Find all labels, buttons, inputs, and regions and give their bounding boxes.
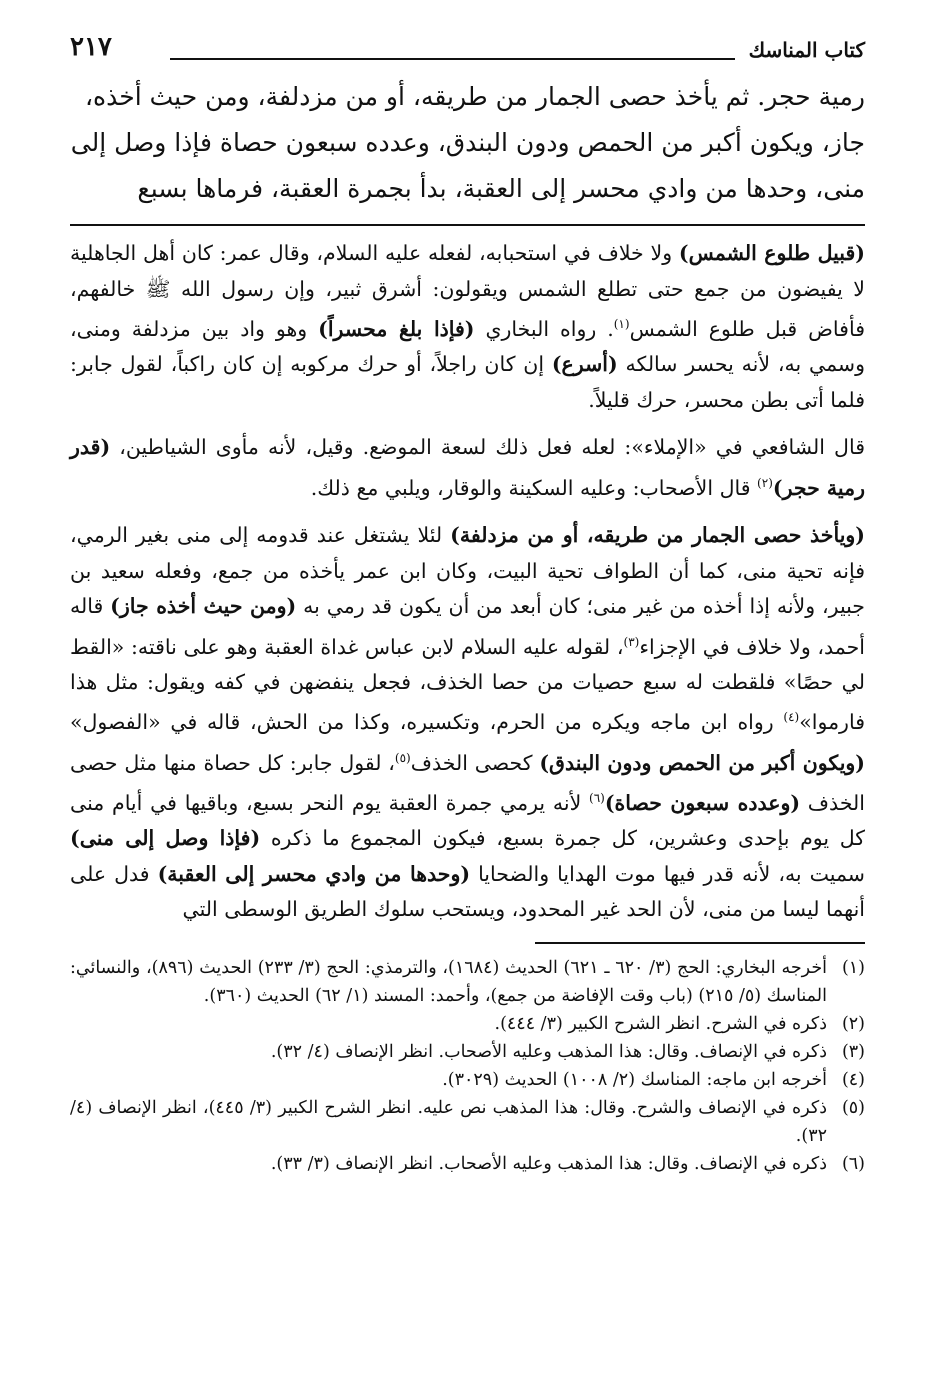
quoted-matn: (أسرع) [551, 352, 618, 377]
footnote-text: ذكره في الإنصاف والشرح. وقال: هذا المذهب نص عليه. انظر الشرح الكبير (٣/ ٤٤٥)، انظر الإنصاف (٤/ ٣٢). [70, 1097, 827, 1146]
commentary-text: قاله أحمد، ولا خلاف في الإجزاء [70, 594, 866, 659]
footnotes [70, 954, 865, 1178]
footnote [70, 1150, 865, 1178]
page-number: ٢١٧ [70, 32, 112, 62]
commentary-paragraph [70, 430, 865, 506]
quoted-matn: (فإذا وصل إلى منى) [70, 826, 261, 851]
footnote-number: (٤) [841, 1069, 865, 1090]
commentary-paragraph [70, 518, 865, 928]
footnote-number: (٢) [841, 1013, 865, 1034]
footnote [70, 1094, 865, 1150]
book-page [70, 28, 865, 1178]
quoted-matn: (وعدده سبعون حصاة) [604, 790, 801, 815]
footnote-text: أخرجه البخاري: الحج (٣/ ٦٢٠ ـ ٦٢١) الحديث (١٦٨٤)، والترمذي: الحج (٣/ ٢٣٣) الحديث (٨٩٦)، والنسائي: المناسك (٥/ ٢١٥) (باب وقت الإفاضة من جمع)، وأحمد: المسند (١/ ٦٢) الحديث (٣٦٠). [70, 957, 828, 1006]
commentary-text: إن كان راجلاً، أو حرك مركوبه إن كان راكباً، لقول جابر: فلما أتى بطن محسر، حرك قليلاً. [70, 352, 865, 412]
footnote-text: ذكره في الإنصاف. وقال: هذا المذهب وعليه الأصحاب. انظر الإنصاف (٣/ ٣٣). [270, 1153, 827, 1174]
main-text-line: رمية حجر. ثم يأخذ حصى الجمار من طريقه، أو من مزدلفة، ومن حيث أخذه، [84, 82, 865, 111]
commentary-text: سميت به، لأنه قدر فيها موت الهدايا والضحايا [470, 861, 865, 886]
footnote [70, 1038, 865, 1066]
commentary-text: ، لقول جابر: كل حصاة منها مثل حصى الخذف [70, 750, 865, 815]
header-rule [170, 58, 735, 60]
footnote-ref[interactable]: (١) [613, 317, 630, 331]
main-text-line: جاز، ويكون أكبر من الحمص ودون البندق، وعدده سبعون حصاة فإذا وصل إلى [70, 128, 865, 157]
quoted-matn: (فإذا بلغ محسراً) [318, 316, 475, 341]
commentary-text: لئلا يشتغل عند قدومه إلى منى بغير الرمي، فإنه تحية منى، كما أن الطواف تحية البيت، وكان ابن عمر يأخذه من جمع، وفعله سعيد بن جبير، ولأنه إذا أخذه من غير منى؛ كان أبعد من أن يكون قد رمي به [70, 523, 865, 619]
footnote-ref[interactable]: (٤) [783, 710, 800, 725]
commentary-text: ، لقوله عليه السلام لابن عباس غداة العقبة وهو على ناقته: «القط لي حصًا» فلقطت له سبع حصيات من حصا الخذف، فجعل ينفضهن في كفه ويقول: مثل هذا فارموا» [70, 634, 865, 735]
footnote-text: ذكره في الإنصاف. وقال: هذا المذهب وعليه الأصحاب. انظر الإنصاف (٤/ ٣٢). [270, 1041, 827, 1062]
commentary-text: لأنه يرمي جمرة العقبة يوم النحر بسبع، وباقيها في أيام منى كل يوم بإحدى وعشرين، كل جمرة بسبع، فيكون المجموع ما ذكره [70, 790, 865, 851]
footnote-number: (٣) [841, 1041, 865, 1062]
page-header [70, 28, 865, 68]
commentary-separator [70, 224, 865, 226]
main-text [70, 74, 865, 212]
footnote-text: ذكره في الشرح. انظر الشرح الكبير (٣/ ٤٤٤). [494, 1013, 827, 1034]
footnote-ref[interactable]: (٥) [394, 750, 411, 765]
footnote [70, 954, 865, 1010]
commentary-text: فدل على أنهما ليسا من منى، لأن الحد غير المحدود، ويستحب سلوك الطريق الوسطى التي [70, 861, 865, 922]
footnote-text: أخرجه ابن ماجه: المناسك (٢/ ١٠٠٨) الحديث (٣٠٢٩). [442, 1069, 827, 1090]
commentary-paragraph [70, 236, 865, 418]
quoted-matn: (وحدها من وادي محسر إلى العقبة) [157, 861, 471, 886]
commentary-text: كحصى الخذف [410, 750, 540, 775]
footnote [70, 1010, 865, 1038]
footnote-number: (١) [841, 957, 865, 978]
footnote-number: (٦) [841, 1153, 865, 1174]
quoted-matn: (ومن حيث أخذه جاز) [110, 594, 297, 619]
commentary-text: قال الشافعي في «الإملاء»: لعله فعل ذلك لسعة الموضع. وقيل، لأنه مأوى الشياطين، [110, 435, 865, 460]
commentary-text: ولا خلاف في استحبابه، لفعله عليه السلام، وقال عمر: كان أهل الجاهلية لا يفيضون من جمع حتى تطلع الشمس ويقولون: أشرق ثبير، وإن رسول الله ﷺ خالفهم، فأفاض قبل طلوع الشمس [70, 241, 865, 341]
commentary-text: . رواه البخاري [474, 316, 614, 341]
footnote [70, 1066, 865, 1094]
quoted-matn: (قدر رمية حجر) [70, 435, 865, 500]
main-text-line: منى، وحدها من وادي محسر إلى العقبة، بدأ بجمرة العقبة، فرماها بسبع [137, 174, 865, 203]
commentary-text: رواه ابن ماجه ويكره من الحرم، وتكسيره، وكذا من الحش، قاله في «الفصول» [70, 710, 784, 735]
footnote-number: (٥) [841, 1097, 865, 1118]
commentary-text: قال الأصحاب: وعليه السكينة والوقار، ويلبي مع ذلك. [310, 475, 758, 500]
commentary-text: وهو واد بين مزدلفة ومنى، وسمي به، لأنه يحسر سالكه [70, 316, 865, 377]
footnote-separator [535, 942, 865, 944]
footnote-ref[interactable]: (٦) [589, 791, 605, 806]
commentary [70, 236, 865, 928]
running-title: كتاب المناسك [748, 38, 865, 62]
quoted-matn: (ويكون أكبر من الحمص ودون البندق) [539, 750, 865, 775]
quoted-matn: (قبيل طلوع الشمس) [678, 241, 865, 265]
footnote-ref[interactable]: (٢) [757, 475, 773, 490]
footnote-ref[interactable]: (٣) [623, 634, 640, 649]
quoted-matn: (ويأخذ حصى الجمار من طريقه، أو من مزدلفة) [450, 523, 865, 548]
